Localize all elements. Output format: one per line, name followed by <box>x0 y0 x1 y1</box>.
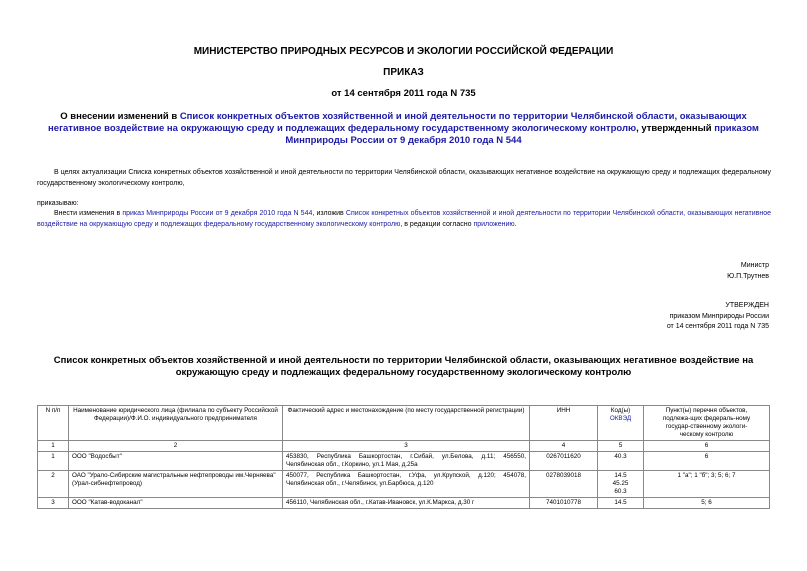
ministry-heading: МИНИСТЕРСТВО ПРИРОДНЫХ РЕСУРСОВ И ЭКОЛОГИИ РОССИЙСКОЙ ФЕДЕРАЦИИ <box>193 46 614 57</box>
order-544-link[interactable]: приказ Минприроды России от 9 декабря 2010 года N 544 <box>122 210 313 217</box>
table-index-row <box>38 441 770 452</box>
row-inn: 7401010778 <box>530 498 598 509</box>
row-name: ООО "Водосбыт" <box>69 452 283 471</box>
signature-name: Ю.П.Трутнев <box>727 272 769 280</box>
header-num: N п/п <box>38 406 69 441</box>
approval-line-1: УТВЕРЖДЕН <box>725 302 769 309</box>
row-num: 3 <box>38 498 69 509</box>
row-inn: 0267011620 <box>530 452 598 471</box>
index-cell: 6 <box>644 441 770 452</box>
order-heading: ПРИКАЗ <box>383 67 424 78</box>
preamble-paragraph: В целях актуализации Списка конкретных объектов хозяйственной и иной деятельности по территории Челябинской области, оказывающих негативное воздействие на окружающую среду и подлежащих федеральному государственному экологическому контролю, <box>37 169 771 188</box>
approval-line-2: приказом Минприроды России <box>669 312 769 320</box>
order-subject <box>36 111 771 147</box>
header-inn: ИНН <box>530 406 598 441</box>
ordering-word: приказываю: <box>37 200 79 207</box>
list-title: Список конкретных объектов хозяйственной и иной деятельности по территории Челябинской области, оказывающих негативное воздействие на окружающую среду и подлежащих федеральному государственному экологическому контролю <box>53 355 754 378</box>
index-cell: 4 <box>530 441 598 452</box>
row-paragraph: 5; 6 <box>644 498 770 509</box>
row-paragraph: 1 "а"; 1 "б"; 3; 5; 6; 7 <box>644 471 770 498</box>
appendix-link[interactable]: приложению <box>473 221 515 229</box>
signature-block <box>727 261 769 282</box>
row-name: ОАО "Урало-Сибирские магистральные нефтепроводы им.Черняева" (Урал-сибнефтепровод) <box>69 471 283 498</box>
approval-block <box>667 301 769 333</box>
header-paragraph: Пункт(ы) перечня объектов, подлежа-щих федераль-ному государ-ственному экологи-ческому контролю <box>644 406 770 441</box>
row-paragraph: 6 <box>644 452 770 471</box>
signature-title: Министр <box>740 262 769 269</box>
subject-middle: , утвержденный <box>636 123 715 134</box>
order-paragraph <box>37 208 771 231</box>
subject-list-link[interactable]: Список конкретных объектов хозяйственной и иной деятельности по территории Челябинской области, оказывающих негативное воздействие на окружающую среду и подлежащих федеральному государственному экологическому контролю <box>48 111 747 134</box>
index-cell: 5 <box>598 441 644 452</box>
table-row <box>38 498 770 509</box>
approval-line-3: от 14 сентября 2011 года N 735 <box>666 323 769 330</box>
row-code: 14.5 <box>598 498 644 509</box>
index-cell: 1 <box>38 441 69 452</box>
para2-text-a: Внести изменения в <box>54 210 123 217</box>
header-address: Фактический адрес и местонахождение (по месту государственной регистрации) <box>283 406 530 441</box>
row-code: 40.3 <box>598 452 644 471</box>
index-cell: 3 <box>283 441 530 452</box>
table-row <box>38 471 770 498</box>
table-row <box>38 452 770 471</box>
para2-text-d: . <box>514 221 517 229</box>
objects-table <box>37 405 770 509</box>
row-num: 2 <box>38 471 69 498</box>
okved-link[interactable]: ОКВЭД <box>609 415 632 422</box>
index-cell: 2 <box>69 441 283 452</box>
objects-list-link[interactable]: Список конкретных объектов хозяйственной и иной деятельности по территории Челябинской области, оказывающих негативное воздействие на окружающую среду и подлежащих федеральному государственному экологическому контролю <box>37 210 772 229</box>
order-date: от 14 сентября 2011 года N 735 <box>331 88 476 99</box>
para2-text-c: , в редакции согласно <box>400 221 474 229</box>
header-code-prefix: Код(ы) <box>610 407 631 414</box>
row-address: 456110, Челябинская обл., г.Катав-Ивановск, ул.К.Маркса, д.30 г <box>283 498 530 509</box>
row-address: 453830, Республика Башкортостан, г.Сибай, ул.Белова, д.11; 456550, Челябинская обл., г.Коркино, ул.1 Мая, д.25а <box>283 452 530 471</box>
subject-order-link[interactable]: приказом Минприроды России от 9 декабря 2010 года N 544 <box>285 123 759 146</box>
row-inn: 0278039018 <box>530 471 598 498</box>
header-name: Наименование юридического лица (филиала по субъекту Российской Федерации)/Ф.И.О. индивидуального предпринимателя <box>69 406 283 441</box>
subject-prefix: О внесении изменений в <box>60 111 180 122</box>
row-name: ООО "Катав-водоканал" <box>69 498 283 509</box>
para2-text-b: , изложив <box>312 210 346 217</box>
header-code <box>598 406 644 441</box>
row-code: 14.5 45.25 60.3 <box>598 471 644 498</box>
row-num: 1 <box>38 452 69 471</box>
table-header-row <box>38 406 770 441</box>
row-address: 450077, Республика Башкортостан, г.Уфа, ул.Крупской, д.120; 454078, Челябинская обл., г.Челябинск, ул.Барбюса, д.120 <box>283 471 530 498</box>
